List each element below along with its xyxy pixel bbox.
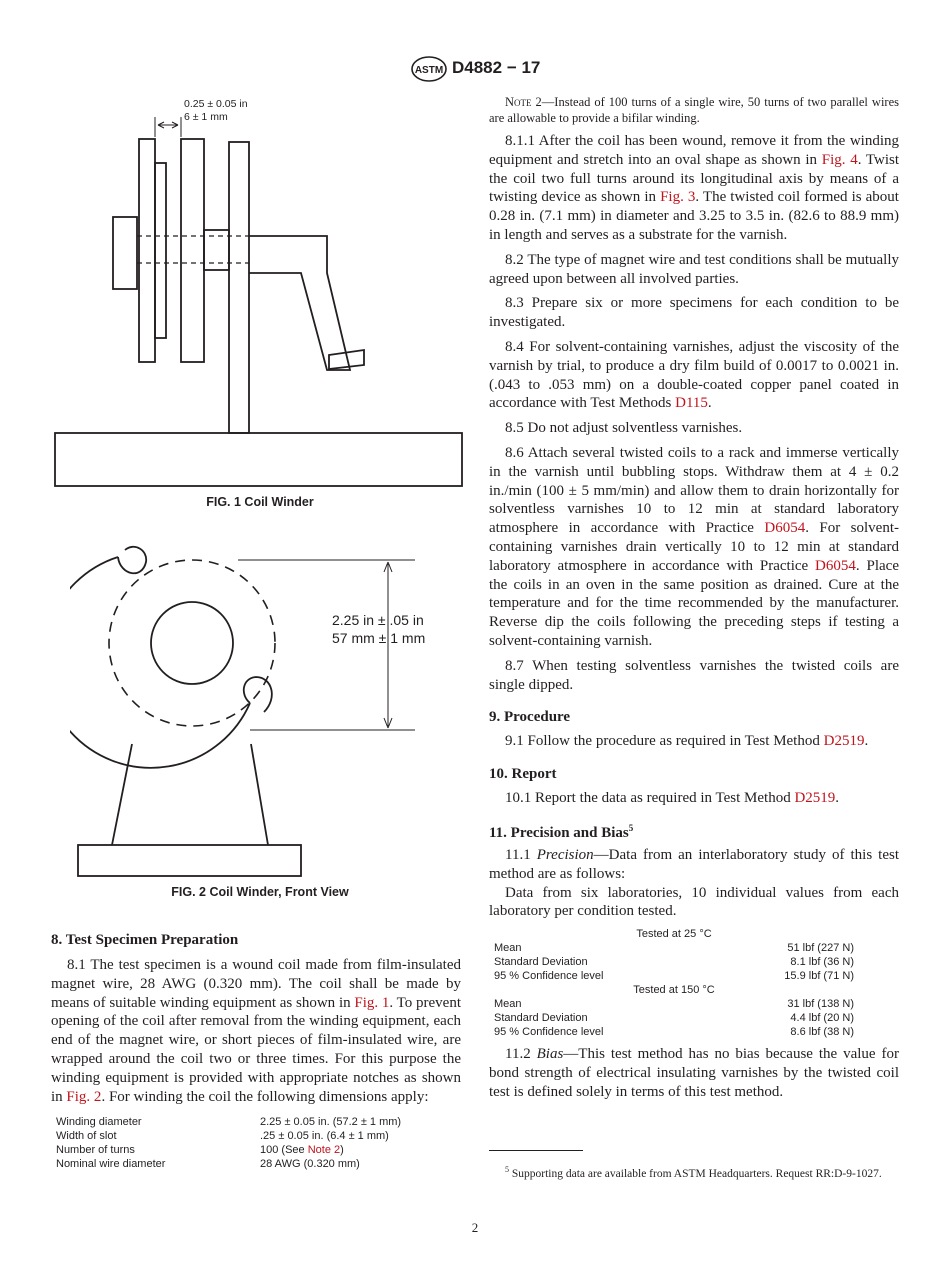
dim-label: Nominal wire diameter bbox=[56, 1158, 166, 1171]
paragraph-8-5: 8.5 Do not adjust solventless varnishes. bbox=[505, 420, 743, 437]
section11-heading: 11. Precision and Bias$^5$ bbox=[489, 822, 634, 841]
d2519-link[interactable]: D2519 bbox=[823, 733, 865, 750]
left-plate bbox=[139, 139, 155, 362]
dim-value: .25 ± 0.05 in. (6.4 ± 1 mm) bbox=[260, 1130, 389, 1143]
designation: D4882 − 17 bbox=[452, 58, 541, 77]
d6054-link[interactable]: D6054 bbox=[815, 557, 856, 574]
fig1-dim-line1: 0.25 ± 0.05 in bbox=[184, 98, 248, 110]
d2519-link[interactable]: D2519 bbox=[794, 790, 836, 807]
results-heading: Tested at 25 °C bbox=[636, 928, 712, 941]
dim-label: Width of slot bbox=[56, 1130, 117, 1143]
fig2-dim-line1: 2.25 in ± .05 in bbox=[332, 612, 424, 628]
dim-value: 2.25 ± 0.05 in. (57.2 ± 1 mm) bbox=[260, 1116, 402, 1129]
winding-circle bbox=[109, 560, 275, 726]
section10-heading: 10. Report bbox=[489, 766, 557, 783]
dim-value: 100 (See Note 2) bbox=[260, 1144, 344, 1157]
paragraph-11-2: 11.2 Bias—This test method has no bias because the value for bond strength of electrical insulating varnishes by the twisted coil test is defined solely in terms of this test method. bbox=[489, 1046, 899, 1100]
fig2-front-view-drawing bbox=[70, 520, 470, 885]
astm-logo bbox=[410, 56, 448, 82]
table-row: Mean 51 lbf (227 N) bbox=[494, 942, 854, 955]
fig2-dim-line2: 57 mm ± 1 mm bbox=[332, 630, 426, 646]
paragraph-8-3: 8.3 Prepare six or more specimens for each condition to be investigated. bbox=[489, 295, 899, 331]
table-row bbox=[56, 1115, 401, 1129]
fig2-caption: FIG. 2 Coil Winder, Front View bbox=[171, 885, 349, 899]
paragraph-11-1: 11.1 Precision—Data from an interlaboratory study of this test method are as follows: bbox=[489, 846, 899, 882]
note2-link[interactable]: Note 2 bbox=[307, 1144, 341, 1157]
notch-top bbox=[118, 547, 146, 573]
knob bbox=[113, 217, 137, 289]
outer-ring bbox=[70, 557, 250, 768]
left-column-text bbox=[51, 932, 461, 1171]
right-column-text bbox=[489, 95, 899, 1101]
paragraph-11-1-data: Data from six laboratories, 10 individual values from each laboratory per condition tested. bbox=[489, 884, 899, 920]
crank-grip bbox=[329, 350, 364, 369]
table-row: Standard Deviation 4.4 lbf (20 N) bbox=[494, 1012, 854, 1025]
stand-base bbox=[78, 845, 301, 876]
paragraph-8-1-1: 8.1.1 After the coil has been wound, remove it from the winding equipment and stretch into an oval shape as shown in Fig. 4. Twist the coil two full turns around its longitudinal axis by means of a twisting device as shown in Fig. 3. The twisted coil formed is about 0.28 in. (7.1 mm) in diameter and 3.25 to 3.5 in. (82.6 to 88.9 mm) in length and serves as a substrate for the varnish. bbox=[489, 133, 899, 243]
post bbox=[229, 142, 249, 433]
section8-heading: 8. Test Specimen Preparation bbox=[51, 932, 239, 948]
base bbox=[55, 433, 462, 486]
fig4-link[interactable]: Fig. 4 bbox=[821, 151, 858, 168]
page-header bbox=[0, 56, 950, 82]
fig2-dim-label bbox=[332, 611, 425, 647]
fig1-dim-line2: 6 ± 1 mm bbox=[184, 111, 228, 123]
winding-dimensions-table bbox=[56, 1115, 401, 1171]
hub bbox=[204, 230, 229, 270]
dim-label: Winding diameter bbox=[56, 1116, 142, 1129]
fig1-caption: FIG. 1 Coil Winder bbox=[206, 495, 314, 509]
d115-link[interactable]: D115 bbox=[675, 395, 708, 412]
table-row bbox=[56, 1157, 401, 1171]
right-plate bbox=[181, 139, 204, 362]
plate-right-section bbox=[155, 163, 166, 338]
table-row: 95 % Confidence level 15.9 lbf (71 N) bbox=[494, 970, 854, 983]
paragraph-8-7: 8.7 When testing solventless varnishes the twisted coils are single dipped. bbox=[489, 657, 899, 693]
fig2-link[interactable]: Fig. 2 bbox=[66, 1088, 102, 1105]
paragraph-9-1: 9.1 Follow the procedure as required in Test Method D2519. bbox=[505, 733, 869, 750]
paragraph-8-6: 8.6 Attach several twisted coils to a rack and immerse vertically in the varnish until bubbling stops. Withdraw them at 4 ± 0.2 in./min (100 ± 5 mm/min) and allow them to drain horizontally for solventless varnishes 10 to 12 min at standard laboratory atmosphere in accordance with Practice D6054. For solvent-containing varnishes drain vertically 10 to 12 min at standard laboratory atmosphere in accordance with Practice D6054. Place the coils in an oven in the same position as drained. Cure at the temperature and for the time recommended by the manufacturer. Reverse dip the coils following the preceding steps if testing a solvent-containing varnish. bbox=[489, 444, 899, 649]
fig1-dim-label bbox=[184, 98, 248, 124]
footnote-rule bbox=[489, 1150, 583, 1151]
section9-heading: 9. Procedure bbox=[489, 709, 571, 726]
paragraph-8-1: 8.1 The test specimen is a wound coil made from film-insulated magnet wire, 28 AWG (0.320 mm). The coil shall be made by means of suitable winding equipment as shown in Fig. 1. To prevent opening of the coil after removal from the winding equipment, each end of the magnet wire, or short pieces of film-insulated wire, are wrapped around the coil two or three times. For this purpose the winding equipment is provided with appropriate notches as shown in Fig. 2. For winding the coil the following dimensions apply: bbox=[51, 957, 461, 1105]
table-row bbox=[56, 1129, 401, 1143]
paragraph-10-1: 10.1 Report the data as required in Test Method D2519. bbox=[505, 790, 840, 807]
paragraph-8-2: 8.2 The type of magnet wire and test conditions shall be mutually agreed upon between all involved parties. bbox=[489, 251, 899, 287]
crank-handle bbox=[249, 236, 350, 370]
fig1-coil-winder-drawing bbox=[50, 95, 470, 495]
d6054-link[interactable]: D6054 bbox=[764, 520, 806, 537]
table-row: Mean 31 lbf (138 N) bbox=[494, 998, 854, 1011]
table-row bbox=[56, 1143, 401, 1157]
dim-value: 28 AWG (0.320 mm) bbox=[260, 1158, 360, 1171]
note-2: Note 2—Instead of 100 turns of a single wire, 50 turns of two parallel wires are allowable to provide a bifilar winding. bbox=[489, 95, 899, 125]
footnote: $^5$ Supporting data are available from ASTM Headquarters. Request RR:D-9-1027. bbox=[505, 1165, 882, 1180]
paragraph-8-4: 8.4 For solvent-containing varnishes, adjust the viscosity of the varnish by trial, to produce a dry film build of 0.0017 to 0.0021 in. (.043 to .053 mm) on a double-coated copper panel coated in accordance with Test Methods D115. bbox=[489, 338, 899, 412]
precision-results-table bbox=[494, 927, 854, 1039]
page-number: 2 bbox=[471, 1220, 479, 1235]
table-row: 95 % Confidence level 8.6 lbf (38 N) bbox=[494, 1026, 854, 1039]
dim-label: Number of turns bbox=[56, 1144, 135, 1157]
table-row: Standard Deviation 8.1 lbf (36 N) bbox=[494, 956, 854, 969]
astm-logo-text: ASTM bbox=[414, 65, 444, 76]
results-heading: Tested at 150 °C bbox=[633, 984, 715, 997]
footnote-ref: 5 bbox=[628, 822, 634, 833]
fig3-link[interactable]: Fig. 3 bbox=[660, 189, 696, 206]
fig1-link[interactable]: Fig. 1 bbox=[354, 994, 390, 1011]
hub-circle bbox=[151, 602, 233, 684]
